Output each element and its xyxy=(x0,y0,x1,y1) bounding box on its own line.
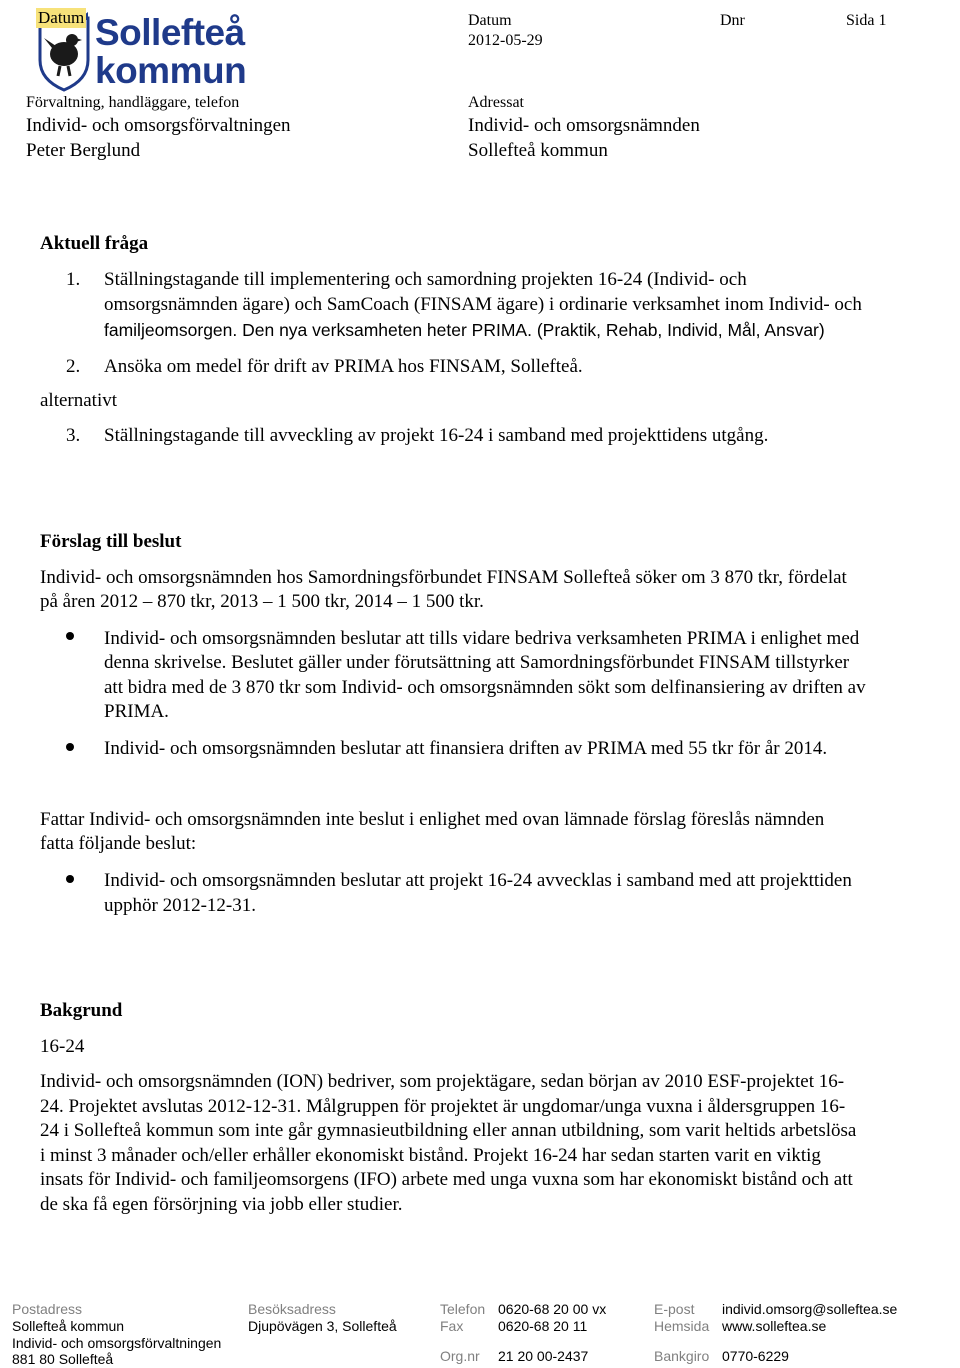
bullet-2-line1: Individ- och omsorgsnämnden beslutar att finansiera driften av PRIMA med 55 tkr för år 2014. xyxy=(104,738,828,759)
footer-postadress-line3: 881 80 Sollefteå xyxy=(12,1351,114,1367)
datum-value: 2012-05-29 xyxy=(468,32,543,49)
fattar-paragraph-line1: Fattar Individ- och omsorgsnämnden inte beslut i enlighet med ovan lämnade förslag föreslås nämnden xyxy=(40,809,825,830)
footer-epost-label: E-post xyxy=(654,1301,695,1317)
footer-orgnr-value: 21 20 00-2437 xyxy=(498,1348,589,1364)
list-item-1-line1: Ställningstagande till implementering och samordning projekten 16-24 (Individ- och xyxy=(104,269,747,290)
list-item-1-line2: omsorgsnämnden ägare) och SamCoach (FINSAM ägare) i ordinarie verksamhet inom Individ- och xyxy=(104,294,862,315)
footer-telefon-label: Telefon xyxy=(440,1301,486,1317)
logo-wordmark-line1: Sollefteå xyxy=(95,12,245,53)
section-heading-bakgrund: Bakgrund xyxy=(40,1000,123,1021)
bakgrund-line5: insats för Individ- och familjeomsorgens (IFO) arbete med unga vuxna som har ekonomiskt bistånd och att xyxy=(40,1169,853,1190)
alternativt-label: alternativt xyxy=(40,390,118,411)
adressat-line1: Individ- och omsorgsnämnden xyxy=(468,115,700,136)
footer-besok-value: Djupövägen 3, Sollefteå xyxy=(248,1318,397,1334)
logo-wordmark-line2: kommun xyxy=(95,50,247,91)
bullet-1-line2: denna skrivelse. Beslutet gäller under förutsättning att Samordningsförbundet FINSAM tillstyrker xyxy=(104,652,850,673)
footer-fax-label: Fax xyxy=(440,1318,464,1334)
adressat-line2: Sollefteå kommun xyxy=(468,140,608,161)
footer-bankgiro-label: Bankgiro xyxy=(654,1348,710,1364)
bullet-3-line1: Individ- och omsorgsnämnden beslutar att projekt 16-24 avvecklas i samband med att projekttiden xyxy=(104,870,852,891)
footer-epost-link[interactable]: individ.omsorg@solleftea.se xyxy=(722,1301,898,1317)
list-item-1-line3: familjeomsorgen. Den nya verksamheten heter PRIMA. (Praktik, Rehab, Individ, Mål, Ansvar) xyxy=(104,320,825,340)
bakgrund-line3: 24 i Sollefteå kommun som inte går gymnasieutbildning eller annan utbildning, som varit heltids arbetslösa xyxy=(40,1120,857,1141)
footer-orgnr-label: Org.nr xyxy=(440,1348,480,1364)
footer-postadress-label: Postadress xyxy=(12,1301,83,1317)
adressat-label: Adressat xyxy=(468,94,524,111)
bakgrund-line2: 24. Projektet avslutas 2012-12-31. Målgruppen för projektet är ungdomar/unga vuxna i åldersgruppen 16- xyxy=(40,1096,846,1117)
footer-hemsida-link[interactable]: www.solleftea.se xyxy=(722,1318,827,1334)
bakgrund-line6: de ska få egen försörjning via jobb eller studier. xyxy=(40,1194,403,1215)
bakgrund-line4: i minst 3 månader och/eller erhåller ekonomiskt bistånd. Projekt 16-24 har sedan starten varit en viktig xyxy=(40,1145,821,1166)
bullet-icon xyxy=(66,743,76,753)
bullet-icon xyxy=(66,875,76,885)
sender-name: Peter Berglund xyxy=(26,140,141,161)
sender-department: Individ- och omsorgsförvaltningen xyxy=(26,115,291,136)
list-item-3: Ställningstagande till avveckling av projekt 16-24 i samband med projekttidens utgång. xyxy=(104,425,769,446)
footer-hemsida-label: Hemsida xyxy=(654,1318,710,1334)
section-heading-forslag: Förslag till beslut xyxy=(40,531,182,552)
bullet-1-line3: att bidra med de 3 870 tkr som Individ- och omsorgsnämnden sökt som delfinansiering av driften av xyxy=(104,677,866,698)
footer-bankgiro-value: 0770-6229 xyxy=(722,1348,789,1364)
footer-besok-label: Besöksadress xyxy=(248,1301,336,1317)
list-number-1: 1. xyxy=(66,269,81,290)
list-item-2: Ansöka om medel för drift av PRIMA hos FINSAM, Sollefteå. xyxy=(104,356,583,377)
bakgrund-subheading: 16-24 xyxy=(40,1036,85,1057)
datum-label: Datum xyxy=(468,12,512,29)
forslag-paragraph-line2: på åren 2012 – 870 tkr, 2013 – 1 500 tkr, 2014 – 1 500 tkr. xyxy=(40,591,484,612)
section-heading-aktuell: Aktuell fråga xyxy=(40,233,149,254)
list-number-3: 3. xyxy=(66,425,81,446)
bullet-1-line4: PRIMA. xyxy=(104,701,169,722)
forslag-paragraph-line1: Individ- och omsorgsnämnden hos Samordningsförbundet FINSAM Sollefteå söker om 3 870 tkr, fördelat xyxy=(40,567,847,588)
page-number: Sida 1 xyxy=(846,12,887,29)
datum-highlight-label: Datum xyxy=(38,8,85,27)
sender-label: Förvaltning, handläggare, telefon xyxy=(26,94,240,111)
footer-fax-value: 0620-68 20 11 xyxy=(498,1318,588,1334)
bullet-3-line2: upphör 2012-12-31. xyxy=(104,895,256,916)
footer-postadress-line2: Individ- och omsorgsförvaltningen xyxy=(12,1335,222,1351)
footer-telefon-value: 0620-68 20 00 vx xyxy=(498,1301,607,1317)
footer-postadress-line1: Sollefteå kommun xyxy=(12,1318,125,1334)
page-footer xyxy=(0,1288,960,1367)
bullet-icon xyxy=(66,632,76,642)
dnr-label: Dnr xyxy=(720,12,745,29)
bakgrund-line1: Individ- och omsorgsnämnden (ION) bedriver, som projektägare, sedan början av 2010 ESF-projektet 16- xyxy=(40,1071,845,1092)
bullet-1-line1: Individ- och omsorgsnämnden beslutar att tills vidare bedriva verksamheten PRIMA i enlighet med xyxy=(104,628,860,649)
list-number-2: 2. xyxy=(66,356,81,377)
fattar-paragraph-line2: fatta följande beslut: xyxy=(40,833,197,854)
